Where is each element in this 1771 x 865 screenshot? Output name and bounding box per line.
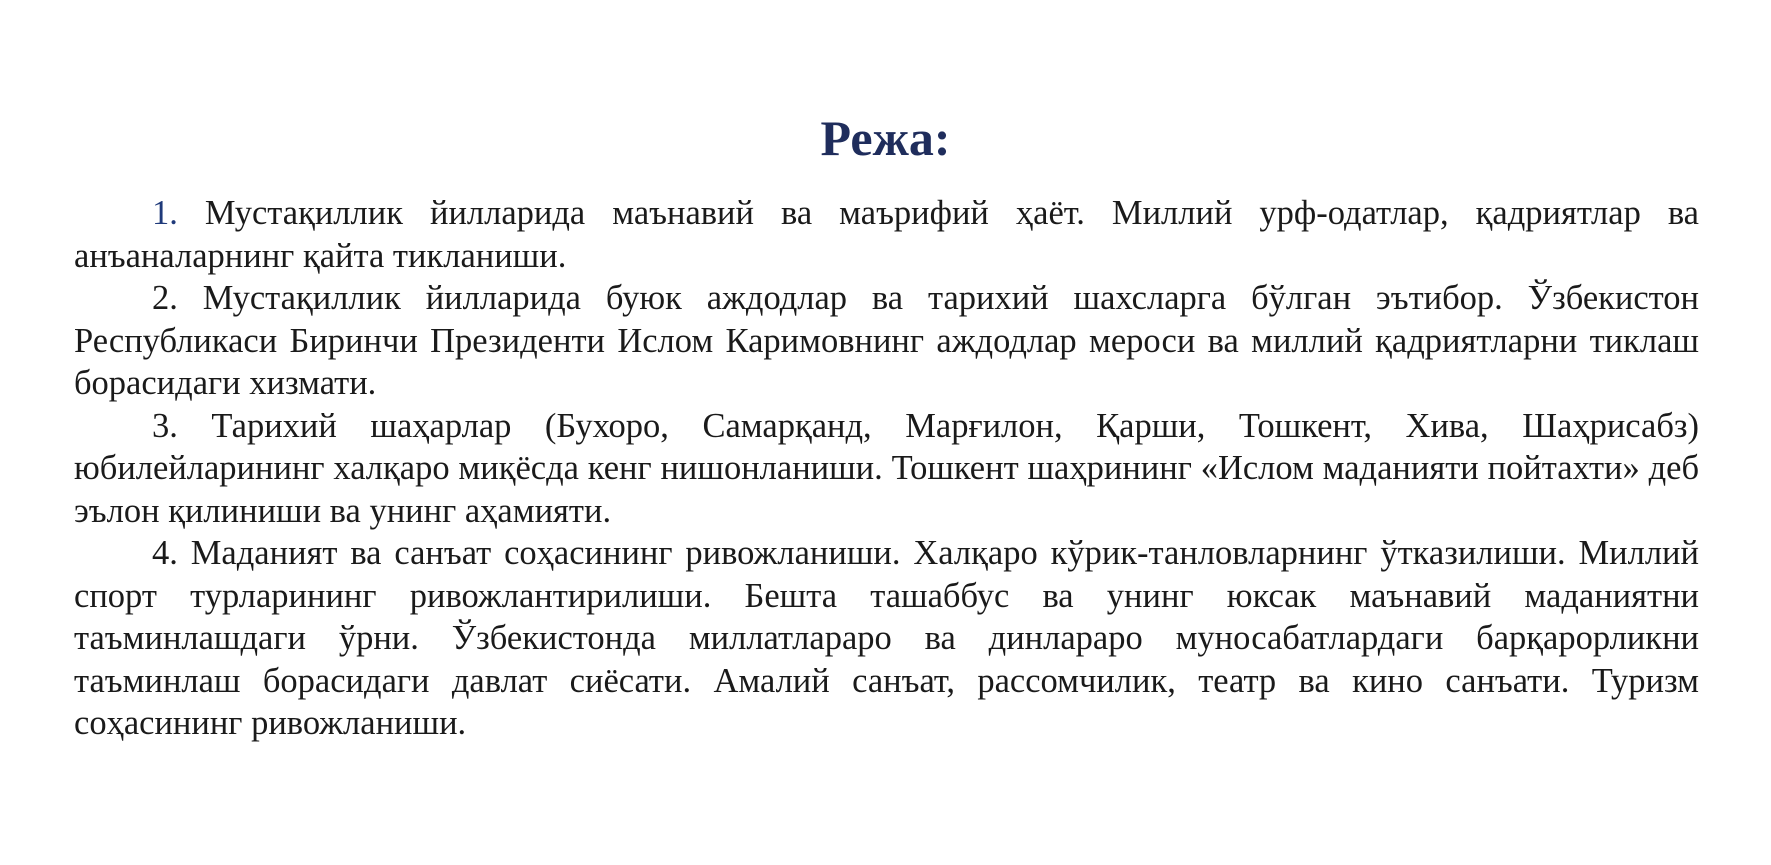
plan-item-number: 1. <box>152 194 178 232</box>
plan-item-1 <box>74 192 1699 277</box>
plan-list <box>74 192 1699 745</box>
plan-item-4 <box>74 532 1699 745</box>
plan-item-number: 2. <box>152 279 178 317</box>
plan-item-text: Маданият ва санъат соҳасининг ривожланиши. Халқаро кўрик-танловларнинг ўтказилиши. Миллий спорт турларининг ривожлантирилиши. Бешта ташаббус ва унинг юксак маънавий маданиятни таъминлашдаги ўрни. Ўзбекистонда миллатлараро ва динлараро муносабатлардаги барқарорликни таъминлаш борасидаги давлат сиёсати. Амалий санъат, рассомчилик, театр ва кино санъати. Туризм соҳасининг ривожланиши. <box>74 534 1699 742</box>
plan-item-text: Тарихий шаҳарлар (Бухоро, Самарқанд, Марғилон, Қарши, Тошкент, Хива, Шаҳрисабз) юбилейларининг халқаро миқёсда кенг нишонланиши. Тошкент шаҳрининг «Ислом маданияти пойтахти» деб эълон қилиниши ва унинг аҳамияти. <box>74 406 1700 530</box>
plan-item-2 <box>74 277 1699 405</box>
page-title: Режа: <box>820 110 951 166</box>
plan-item-number: 3. <box>152 406 178 445</box>
plan-item-text: Мустақиллик йилларида буюк аждодлар ва тарихий шахсларга бўлган эътибор. Ўзбекистон Республикаси Биринчи Президенти Ислом Каримовнинг аждодлар мероси ва миллий қадриятларни тиклаш борасидаги хизмати. <box>74 279 1700 402</box>
plan-item-3 <box>74 405 1699 533</box>
plan-item-text: Мустақиллик йилларида маънавий ва маърифий ҳаёт. Миллий урф-одатлар, қадриятлар ва анъаналарнинг қайта тикланиши. <box>74 194 1699 275</box>
plan-item-number: 4. <box>152 534 178 572</box>
